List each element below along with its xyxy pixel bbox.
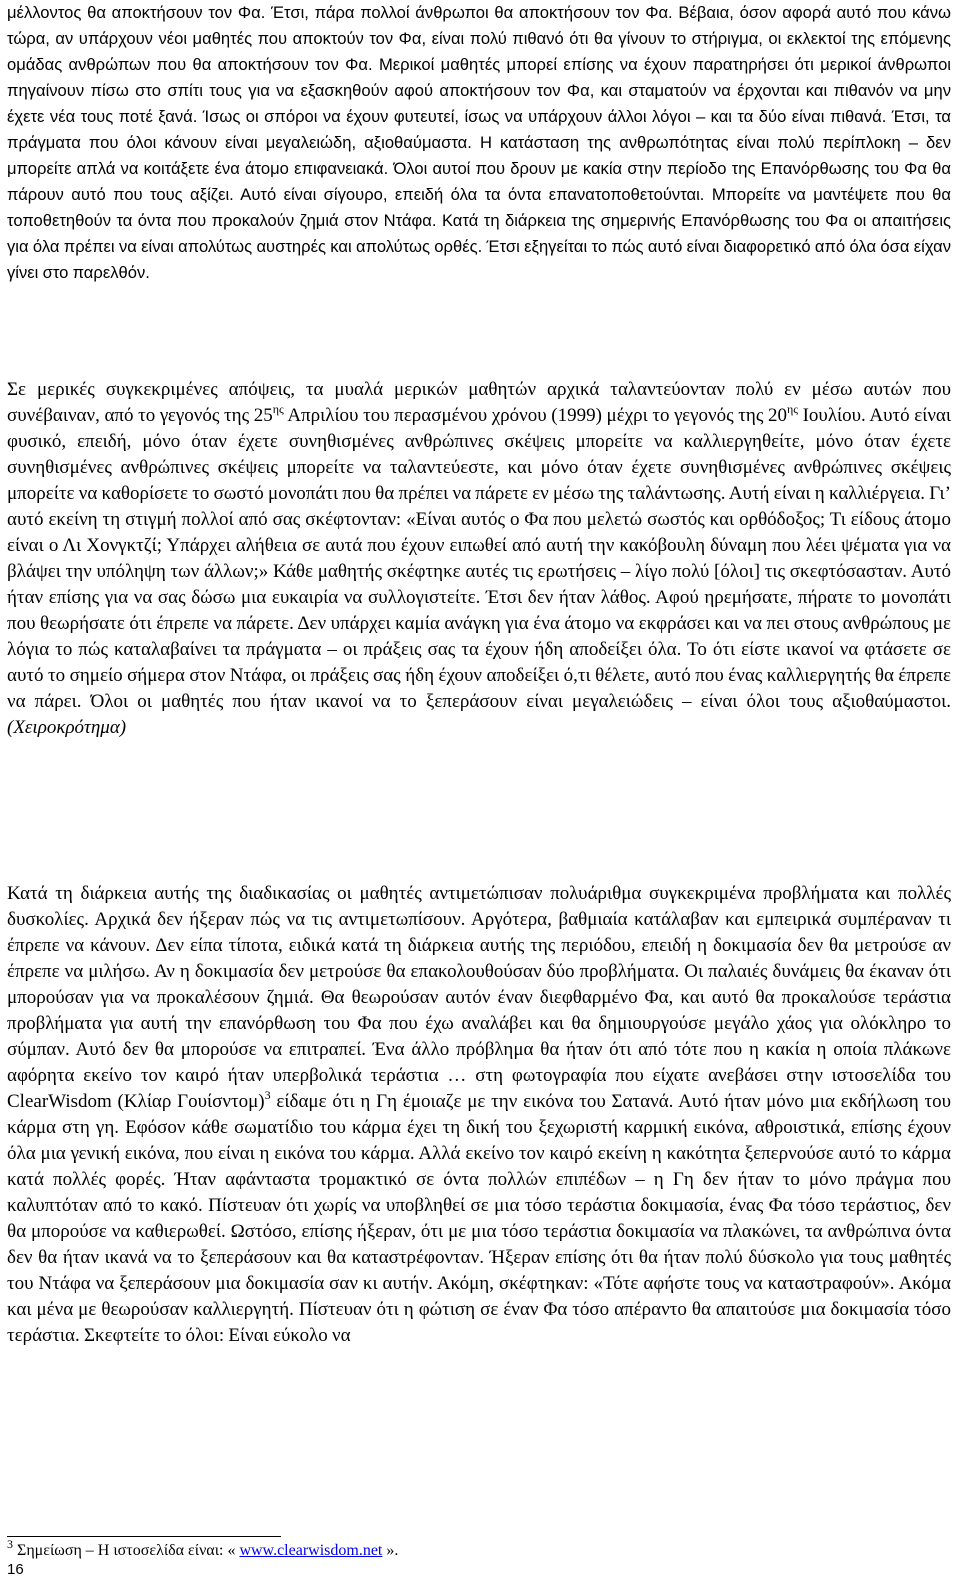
footnote-text-before: Σημείωση – Η ιστοσελίδα είναι: «	[13, 1542, 240, 1559]
ordinal-suffix: ης	[786, 401, 798, 416]
paragraph-3	[7, 881, 951, 1349]
paragraph-2-text-b: Απριλίου του περασμένου χρόνου (1999) μέχρι το γεγονός της 20	[283, 405, 787, 426]
paragraph-1	[7, 0, 951, 286]
footnote	[7, 1536, 951, 1561]
footnote-text-after: ».	[382, 1542, 399, 1559]
footnote-separator	[7, 1536, 281, 1537]
paragraph-2	[7, 377, 951, 741]
footnote-marker: 3	[264, 1087, 271, 1102]
paragraph-3-text-a: Κατά τη διάρκεια αυτής της διαδικασίας οι μαθητές αντιμετώπισαν πολυάριθμα συγκεκριμένα προβλήματα και πολλές δυσκολίες. Αρχικά δεν ήξεραν πώς να τις αντιμετωπίσουν. Αργότερα, βαθμιαία κατάλαβαν και εμπειρικά συμπέραναν τι έπρεπε να κάνουν. Δεν είπα τίποτα, ειδικά κατά τη διάρκεια αυτής της περιόδου, επειδή η δοκιμασία δεν θα μετρούσε αν έπρεπε να μιλήσω. Αν η δοκιμασία δεν μετρούσε θα επακολουθούσαν δύο προβλήματα. Οι παλαιές δυνάμεις θα έκαναν ότι μπορούσαν για να προκαλέσουν ζημιά. Θα θεωρούσαν αυτόν έναν διεφθαρμένο Φα, και αυτό θα προκαλούσε τεράστια προβλήματα για αυτή την επανόρθωση του Φα που έχω αναλάβει και θα δημιουργούσε μεγάλο χάος για ολόκληρο το σύμπαν. Αυτό δεν θα μπορούσε να επιτραπεί. Ένα άλλο πρόβλημα θα ήταν ότι από τότε που η κακία η οποία πλάκωνε αφόρητα εκείνο τον καιρό ήταν υπερβολικά τεράστια … στη φωτογραφία που είχατε ανεβάσει στην ιστοσελίδα του ClearWisdom (Κλίαρ Γουίσντομ)	[7, 883, 951, 1112]
footnote-number: 3	[7, 1536, 13, 1551]
paragraph-2-text-c: Ιουλίου. Αυτό είναι φυσικό, επειδή, μόνο όταν έχετε συνηθισμένες ανθρώπινες σκέψεις μπορείτε να καλλιεργηθείτε, μόνο όταν έχετε συνηθισμένες ανθρώπινες σκέψεις μπορείτε να ταλαντεύεστε, και μόνο όταν έχετε συνηθισμένες ανθρώπινες σκέψεις μπορείτε να καθορίσετε το σωστό μονοπάτι που θα πρέπει να πάρετε εν μέσω της ταλάντωσης. Αυτή είναι η καλλιέργεια. Γι’ αυτό εκείνη τη στιγμή πολλοί από σας σκέφτονταν: «Είναι αυτός ο Φα που μελετώ σωστός και ορθόδοξος; Τι είδους άτομο είναι ο Λι Χονγκτζί; Υπάρχει αλήθεια σε αυτά που έχουν ειπωθεί από αυτή την κακόβουλη δύναμη που λέει ψέματα για να βλάψει την υπόληψη των άλλων;» Κάθε μαθητής σκέφτηκε αυτές τις ερωτήσεις – λίγο πολύ [όλοι] τις σκεφτόσασταν. Αυτό ήταν επίσης για να σας δώσω μια ευκαιρία να συλλογιστείτε. Έτσι δεν ήταν λάθος. Αφού ηρεμήσατε, πήρατε το μονοπάτι που θεωρήσατε ότι έπρεπε να πάρετε. Δεν υπάρχει καμία ανάγκη για ένα άτομο να εκφράσει και να πει στους ανθρώπους με λόγια το πώς καταλαβαίνει τα πράγματα – οι πράξεις σας τα έχουν ήδη αποδείξει όλα. Το ότι είστε ικανοί να φτάσετε σε αυτό το σημείο σήμερα στον Ντάφα, οι πράξεις σας ήδη έχουν αποδείξει ό,τι θέλετε, αυτό που ένας καλλιεργητής θα έπρεπε να πάρει. Όλοι οι μαθητές που ήταν ικανοί να το ξεπεράσουν είναι μεγαλειώδεις – είναι όλοι τους αξιοθαύμαστοι.	[7, 405, 951, 712]
ordinal-suffix: ης	[272, 401, 284, 416]
paragraph-1-text: μέλλοντος θα αποκτήσουν τον Φα. Έτσι, πάρα πολλοί άνθρωποι θα αποκτήσουν τον Φα. Βέβαια, όσον αφορά αυτό που κάνω τώρα, αν υπάρχουν νέοι μαθητές που αποκτούν τον Φα, είναι πολύ πιθανό ότι θα γίνουν το στήριγμα, οι εκλεκτοί της επόμενης ομάδας ανθρώπων που θα αποκτήσουν τον Φα. Μερικοί μαθητές μπορεί επίσης να έχουν παρατηρήσει ότι μερικοί άνθρωποι πηγαίνουν πίσω στο σπίτι τους για να εξασκηθούν αφού αποκτήσουν τον Φα, και σταματούν να έρχονται και πιθανόν να μην έχετε νέα τους ποτέ ξανά. Ίσως οι σπόροι να έχουν φυτευτεί, ίσως να υπάρχουν άλλοι λόγοι – και τα δύο είναι πιθανά. Έτσι, τα πράγματα που όλοι κάνουν είναι μεγαλειώδη, αξιοθαύμαστα. Η κατάσταση της ανθρωπότητας είναι πολύ περίπλοκη – δεν μπορείτε απλά να κοιτάξετε ένα άτομο επιφανειακά. Όλοι αυτοί που δρουν με κακία στην περίοδο της Επανόρθωσης του Φα θα πάρουν αυτό που τους αξίζει. Αυτό είναι σίγουρο, επειδή όλα τα όντα επανατοποθετούνται. Μπορείτε να μαντέψετε που θα τοποθετηθούν τα όντα που προκαλούν ζημιά στον Ντάφα. Κατά τη διάρκεια της σημερινής Επανόρθωσης του Φα οι απαιτήσεις για όλα πρέπει να είναι απολύτως αυστηρές και απολύτως ορθές. Έτσι εξηγείται το πώς αυτό είναι διαφορετικό από όλα όσα είχαν γίνει στο παρελθόν.	[7, 3, 951, 282]
page-number: 16	[7, 1561, 24, 1578]
footnote-link[interactable]: www.clearwisdom.net	[239, 1542, 383, 1559]
paragraph-3-text-b: είδαμε ότι η Γη έμοιαζε με την εικόνα του Σατανά. Αυτό ήταν μόνο μια εκδήλωση του κάρμα στη γη. Εφόσον κάθε σωματίδιο του κάρμα έχει τη δική του ξεχωριστή καρμική εικόνα, αθροιστικά, επίσης έχουν όλα μια γενική εικόνα, που είναι η εικόνα του κάρμα. Αλλά εκείνο τον καιρό εκείνη η κακότητα ξεπερνούσε αυτό το κάρμα κατά πολλές φορές. Ήταν αφάνταστα τρομακτικό σε όντα πολλών επιπέδων – η Γη δεν ήταν το μόνο πράγμα που καλυπτόταν από το κακό. Πίστευαν ότι χωρίς να υποβληθεί σε μια τόσο τεράστια δοκιμασία, ένας Φα τόσο τεράστιος, δεν θα μπορούσε να καθιερωθεί. Ωστόσο, επίσης ήξεραν, ότι με μια τόσο τεράστια δοκιμασία να πλακώνει, τα ανθρώπινα όντα δεν θα ήταν ικανά να το ξεπεράσουν και θα καταστρέφονταν. Ήξεραν επίσης ότι θα ήταν πολύ δύσκολο για τους μαθητές του Ντάφα να ξεπεράσουν μια δοκιμασία σαν κι αυτήν. Ακόμη, σκέφτηκαν: «Τότε αφήστε τους να καταστραφούν». Ακόμα και μένα με θεωρούσαν καλλιεργητή. Πίστευαν ότι η φώτιση σε έναν Φα τόσο απέραντο θα απαιτούσε μια δοκιμασία τόσο τεράστια. Σκεφτείτε το όλοι: Είναι εύκολο να	[7, 1091, 951, 1346]
applause-note: (Χειροκρότημα)	[7, 717, 127, 738]
paragraph-2-text-a: Σε μερικές συγκεκριμένες απόψεις, τα μυαλά μερικών μαθητών αρχικά ταλαντεύονταν πολύ εν μέσω αυτών που συνέβαιναν, από το γεγονός της 25	[7, 379, 951, 426]
